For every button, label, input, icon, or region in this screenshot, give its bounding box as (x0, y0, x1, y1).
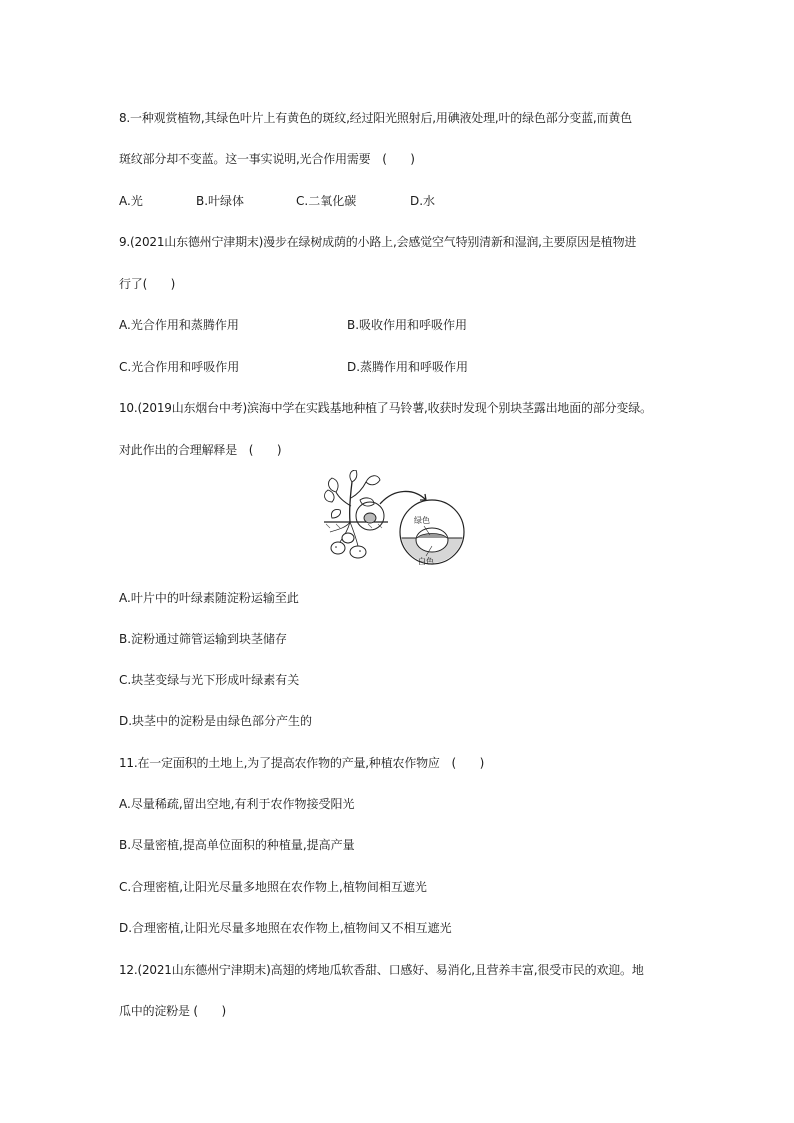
q11-option-a: A.尽量稀疏,留出空地,有利于农作物接受阳光 (119, 797, 355, 811)
q12-stem-line1: 12.(2021山东德州宁津期末)高翅的烤地瓜软香甜、口感好、易消化,且营养丰富,很受市民的欢迎。地 (119, 963, 644, 977)
q9-stem-line1: 9.(2021山东德州宁津期末)漫步在绿树成荫的小路上,会感觉空气特别清新和湿润,主要原因是植物进 (119, 235, 637, 249)
q11-stem-line1: 11.在一定面积的土地上,为了提高农作物的产量,种植农作物应 ( ) (119, 756, 485, 770)
q11-option-b: B.尽量密植,提高单位面积的种植量,提高产量 (119, 838, 355, 852)
q10-option-c: C.块茎变绿与光下形成叶绿素有关 (119, 673, 300, 687)
q11-option-c: C.合理密植,让阳光尽量多地照在农作物上,植物间相互遮光 (119, 880, 427, 894)
q9-option-a: A.光合作用和蒸腾作用 (119, 318, 239, 332)
q10-option-d: D.块茎中的淀粉是由绿色部分产生的 (119, 714, 313, 728)
q9-option-d: D.蒸腾作用和呼吸作用 (347, 360, 469, 374)
q10-stem-line2: 对此作出的合理解释是 ( ) (119, 443, 282, 457)
q8-option-a: A.光 (119, 194, 143, 208)
q10-stem-line1: 10.(2019山东烟台中考)滨海中学在实践基地种植了马铃薯,收获时发现个别块茎露出地面的部分变绿。 (119, 401, 652, 415)
q8-stem-line2: 斑纹部分却不变蓝。这一事实说明,光合作用需要 ( ) (119, 152, 415, 166)
q8-option-c: C.二氧化碳 (296, 194, 357, 208)
q11-option-d: D.合理密植,让阳光尽量多地照在农作物上,植物间又不相互遮光 (119, 921, 452, 935)
q9-option-c: C.光合作用和呼吸作用 (119, 360, 240, 374)
q8-option-d: D.水 (410, 194, 436, 208)
q10-option-a: A.叶片中的叶绿素随淀粉运输至此 (119, 591, 299, 605)
q9-option-b: B.吸收作用和呼吸作用 (347, 318, 468, 332)
q10-option-b: B.淀粉通过筛管运输到块茎储存 (119, 632, 288, 646)
q12-stem-line2: 瓜中的淀粉是 ( ) (119, 1004, 226, 1018)
potato-plant-figure (322, 470, 472, 568)
q8-option-b: B.叶绿体 (196, 194, 245, 208)
figure-label-white: 白色 (418, 557, 434, 566)
q9-stem-line2: 行了( ) (119, 277, 176, 291)
figure-label-green: 绿色 (414, 516, 430, 525)
q8-stem-line1: 8.一种观赏植物,其绿色叶片上有黄色的斑纹,经过阳光照射后,用碘液处理,叶的绿色部分变蓝,而黄色 (119, 111, 632, 125)
